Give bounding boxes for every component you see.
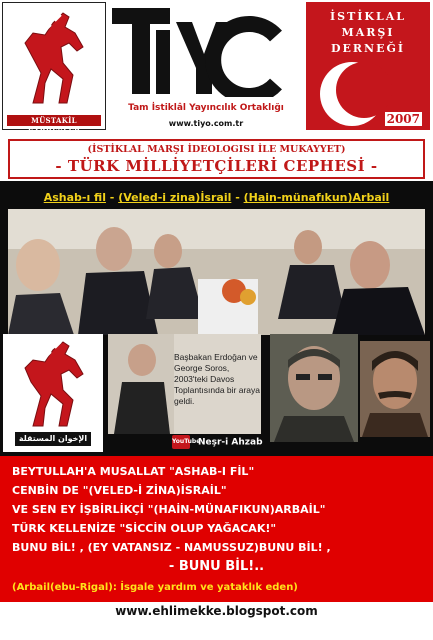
newspaper-image xyxy=(108,334,174,434)
red-message-block xyxy=(0,456,433,602)
portrait-right xyxy=(360,341,430,437)
horse-icon xyxy=(3,334,103,430)
istiklal-marsi-dernegi-logo xyxy=(306,2,430,130)
tiyo-wordmark xyxy=(108,2,304,97)
message-line: CENBİN DE "(VELED-İ ZİNA)İSRAİL" xyxy=(12,484,227,497)
youtube-link[interactable] xyxy=(172,435,263,449)
right-logo-line1: İSTİKLAL xyxy=(330,10,406,23)
newspaper-clip xyxy=(108,334,261,434)
brand-url[interactable]: www.tiyo.com.tr xyxy=(168,119,244,128)
left-logo-caption: MÜSTAKİL KARDEŞLER xyxy=(7,115,101,126)
ikhwan-caption: الإخوان المستقلة xyxy=(15,432,91,446)
footer-url[interactable]: www.ehlimekke.blogspot.com xyxy=(115,604,318,618)
right-logo-year: 2007 xyxy=(386,112,420,126)
portrait-left-image xyxy=(270,334,358,442)
caption-part3: (Hain-münafıkun)Arbail xyxy=(243,191,390,204)
headline-line1: (İSTİKLAL MARŞI İDEOLOGISI İLE MUKAYYET) xyxy=(87,144,346,155)
headline-line2: - TÜRK MİLLİYETÇİLERİ CEPHESİ - xyxy=(55,157,378,175)
meeting-photo-image xyxy=(8,209,425,335)
caption-sep1: - xyxy=(105,191,119,204)
mustakil-kardesler-logo xyxy=(2,2,106,136)
message-line: BUNU BİL! , (EY VATANSIZ - NAMUSSUZ)BUNU BİL! , xyxy=(12,541,331,554)
right-logo-line2: MARŞI xyxy=(341,26,395,39)
meeting-photo xyxy=(8,209,425,335)
right-logo-line3: DERNEĞİ xyxy=(330,42,406,55)
caption-part1: Ashab-ı fil xyxy=(43,191,106,204)
caption-sep2: - xyxy=(231,191,244,204)
message-line: TÜRK KELLENİZE "SİCCİN OLUP YAĞACAK!" xyxy=(12,522,277,535)
horse-icon xyxy=(3,3,105,115)
portrait-left xyxy=(270,334,358,442)
headline-box xyxy=(8,139,425,179)
caption-part2: (Veled-i zina)İsrail xyxy=(118,191,232,204)
caption-line xyxy=(0,191,433,204)
tiyo-brand xyxy=(108,2,304,132)
message-footnote: (Arbail(ebu-Rigal): İsgale yardım ve yataklık eden) xyxy=(12,582,298,593)
photo-band xyxy=(0,181,433,456)
message-final: - BUNU BİL!.. xyxy=(168,559,265,574)
photo-caption: Başbakan Erdoğan ve George Soros, 2003'teki Davos Toplantısında bir araya geldi. xyxy=(174,352,260,406)
portrait-right-image xyxy=(360,341,430,437)
brand-subtitle: Tam İstiklâl Yayıncılık Ortaklığı xyxy=(128,103,284,113)
youtube-icon: YouTube xyxy=(172,435,190,449)
message-line: VE SEN EY İŞBİRLİKÇİ "(HAİN-MÜNAFIKUN)ARBAİL" xyxy=(12,503,326,516)
ikhwan-logo xyxy=(3,334,103,452)
message-line: BEYTULLAH'A MUSALLAT "ASHAB-I FİL" xyxy=(12,465,255,478)
youtube-label: Neşr-i Ahzab xyxy=(198,437,263,448)
